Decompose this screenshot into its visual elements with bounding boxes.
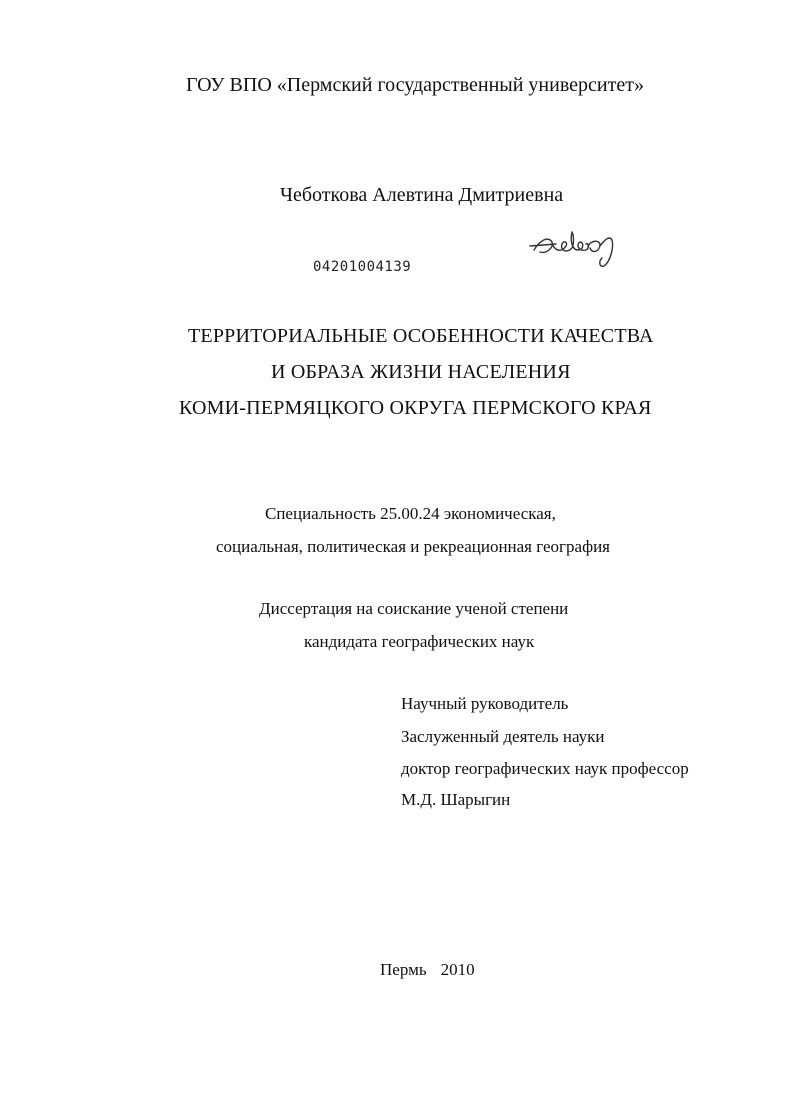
dissertation-title-line-1: ТЕРРИТОРИАЛЬНЫЕ ОСОБЕННОСТИ КАЧЕСТВА (188, 325, 654, 347)
specialty-line-1: Специальность 25.00.24 экономическая, (265, 504, 556, 523)
advisor-role: Научный руководитель (401, 694, 569, 713)
degree-line-1: Диссертация на соискание ученой степени (259, 599, 569, 618)
year: 2010 (440, 960, 475, 979)
handwritten-signature (526, 222, 646, 272)
institution-name: ГОУ ВПО «Пермский государственный университет» (186, 74, 644, 96)
author-name: Чеботкова Алевтина Дмитриевна (280, 184, 564, 206)
place-and-year (380, 960, 475, 980)
dissertation-title-line-3: КОМИ-ПЕРМЯЦКОГО ОКРУГА ПЕРМСКОГО КРАЯ (179, 397, 652, 419)
dissertation-title-line-2: И ОБРАЗА ЖИЗНИ НАСЕЛЕНИЯ (271, 361, 571, 383)
advisor-degree: доктор географических наук профессор (401, 759, 689, 778)
advisor-name: М.Д. Шарыгин (401, 790, 511, 809)
catalog-number: 04201004139 (313, 259, 412, 275)
degree-line-2: кандидата географических наук (304, 632, 535, 651)
city: Пермь (380, 960, 427, 979)
specialty-line-2: социальная, политическая и рекреационная география (216, 537, 610, 556)
advisor-honor: Заслуженный деятель науки (401, 727, 605, 746)
